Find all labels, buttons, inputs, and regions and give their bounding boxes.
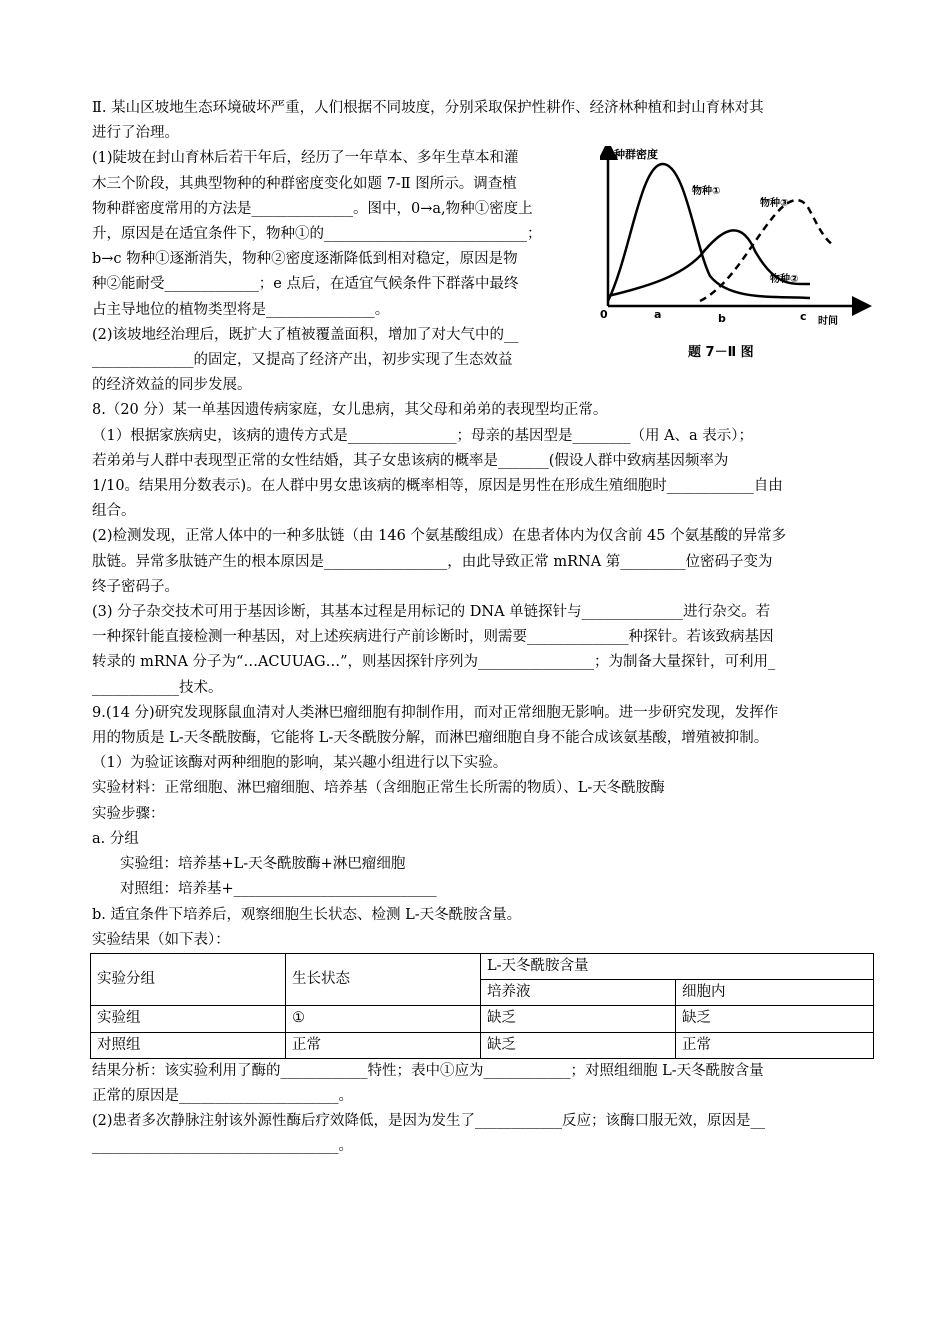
curve-species-3 xyxy=(700,200,835,301)
text-line: b→c 物种①逐渐消失，物种②密度逐渐降低到相对稳定，原因是物 xyxy=(92,251,518,268)
text-line: （1）为验证该酶对两种细胞的影响，某兴趣小组进行以下实验。 xyxy=(92,755,508,772)
text-line: 一种探针能直接检测一种基因，对上述疾病进行产前诊断时，则需要______________种探针。若该致病基因 xyxy=(92,629,774,646)
text-line: __________________________________。 xyxy=(92,1138,353,1155)
table-row xyxy=(91,1032,874,1058)
table-row xyxy=(91,1006,874,1032)
text-line: (2)该坡地经治理后，既扩大了植被覆盖面积，增加了对大气中的__ xyxy=(92,326,519,343)
text-line: 用的物质是 L-天冬酰胺酶，它能将 L-天冬酰胺分解，而淋巴瘤细胞自身不能合成该氨基酸，增殖被抑制。 xyxy=(92,730,769,747)
text-line: a. 分组 xyxy=(92,830,139,847)
text-line: 肽链。异常多肽链产生的根本原因是_________________，由此导致正常 mRNA 第_________位密码子变为 xyxy=(92,553,773,570)
text-line: 结果分析：该实验利用了酶的____________特性；表中①应为____________；对照组细胞 L-天冬酰胺含量 xyxy=(92,1062,764,1079)
table-cell: 实验组 xyxy=(91,1006,286,1032)
text-line: 终子密码子。 xyxy=(92,578,179,595)
text-line: Ⅱ. 某山区坡地生态环境破坏严重，人们根据不同坡度，分别采取保护性耕作、经济林种植和封山育林对其 xyxy=(92,100,764,116)
header-medium: 培养液 xyxy=(481,980,676,1006)
table-cell: 正常 xyxy=(286,1032,481,1058)
y-axis-label: 种群密度 xyxy=(614,148,658,161)
text-line: 物种群密度常用的方法是______________。图中，0→a,物种①密度上 xyxy=(92,200,533,217)
text-line: 实验结果（如下表）： xyxy=(92,931,230,948)
figure-graph xyxy=(600,146,875,374)
tick-0: 0 xyxy=(600,308,608,321)
text-line: (1)陡坡在封山育林后若干年后，经历了一年草本、多年生草本和灌 xyxy=(92,150,519,167)
text-line: 对照组：培养基+____________________________ xyxy=(120,881,437,898)
population-density-figure xyxy=(600,146,875,374)
table-cell: ① xyxy=(286,1006,481,1032)
table-cell: 缺乏 xyxy=(481,1006,676,1032)
tick-c: c xyxy=(800,310,807,323)
text-line: 1/10。结果用分数表示)。在人群中男女患该病的概率相等，原因是男性在形成生殖细胞时____________自由 xyxy=(92,478,783,495)
tick-b: b xyxy=(718,312,726,325)
question-9 xyxy=(92,701,872,953)
text-line: b. 适宜条件下培养后，观察细胞生长状态、检测 L-天冬酰胺含量。 xyxy=(92,906,522,923)
text-line: 若弟弟与人群中表现型正常的女性结婚，其子女患该病的概率是_______(假设人群中致病基因频率为 xyxy=(92,452,729,469)
results-table xyxy=(90,953,874,1059)
curve-species-2 xyxy=(608,230,810,296)
figure-caption: 题 7－Ⅱ 图 xyxy=(688,345,754,360)
series-label-3: 物种③ xyxy=(760,198,789,209)
question-8 xyxy=(92,398,872,700)
text-line: 升，原因是在适宜条件下，物种①的____________________________； xyxy=(92,226,542,243)
table-cell: 对照组 xyxy=(91,1032,286,1058)
text-line: 进行了治理。 xyxy=(92,125,179,142)
header-growth: 生长状态 xyxy=(286,953,481,1005)
text-line: 实验组：培养基+L-天冬酰胺酶+淋巴瘤细胞 xyxy=(120,856,406,873)
text-line: ______________的固定，又提高了经济产出，初步实现了生态效益 xyxy=(92,352,513,369)
text-line: 8.（20 分）某一单基因遗传病家庭，女儿患病，其父母和弟弟的表现型均正常。 xyxy=(92,402,608,419)
text-line: ____________技术。 xyxy=(92,679,223,696)
table-cell: 缺乏 xyxy=(676,1006,874,1032)
series-label-2: 物种② xyxy=(770,274,799,285)
header-content: L-天冬酰胺含量 xyxy=(481,953,874,979)
text-line: (2)检测发现，正常人体中的一种多肽链（由 146 个氨基酸组成）在患者体内为仅含前 45 个氨基酸的异常多 xyxy=(92,528,787,545)
text-line: (2)患者多次静脉注射该外源性酶后疗效降低，是因为发生了____________反应；该酶口服无效，原因是__ xyxy=(92,1113,766,1130)
section2-intro xyxy=(92,96,872,146)
text-line: 种②能耐受_____________；e 点后，在适宜气候条件下群落中最终 xyxy=(92,276,519,293)
text-line: 实验材料：正常细胞、淋巴瘤细胞、培养基（含细胞正常生长所需的物质）、L-天冬酰胺酶 xyxy=(92,780,665,797)
text-line: 实验步骤： xyxy=(92,805,165,822)
question-9-analysis xyxy=(92,1059,872,1160)
text-line: （1）根据家族病史，该病的遗传方式是_______________；母亲的基因型是________（用 A、a 表示）； xyxy=(92,427,754,444)
text-line: 正常的原因是______________________。 xyxy=(92,1087,353,1104)
text-line: 转录的 mRNA 分子为“…ACUUAG…”，则基因探针序列为________________；为制备大量探针，可利用_ xyxy=(92,654,776,671)
table-cell: 缺乏 xyxy=(481,1032,676,1058)
table-cell: 正常 xyxy=(676,1032,874,1058)
header-group: 实验分组 xyxy=(91,953,286,1005)
tick-a: a xyxy=(654,308,662,321)
text-line: 9.(14 分)研究发现豚鼠血清对人类淋巴瘤细胞有抑制作用，而对正常细胞无影响。进一步研究发现，发挥作 xyxy=(92,704,779,721)
text-line: 占主导地位的植物类型将是_______________。 xyxy=(92,301,390,318)
series-label-1: 物种① xyxy=(692,186,721,197)
text-line: 的经济效益的同步发展。 xyxy=(92,377,252,394)
text-line: (3) 分子杂交技术可用于基因诊断，其基本过程是用标记的 DNA 单链探针与______________进行杂交。若 xyxy=(92,604,771,621)
header-cell: 细胞内 xyxy=(676,980,874,1006)
text-line: 木三个阶段，其典型物种的种群密度变化如题 7-Ⅱ 图所示。调查植 xyxy=(92,175,517,192)
text-line: 组合。 xyxy=(92,503,136,520)
x-axis-label: 时间 xyxy=(818,316,838,327)
